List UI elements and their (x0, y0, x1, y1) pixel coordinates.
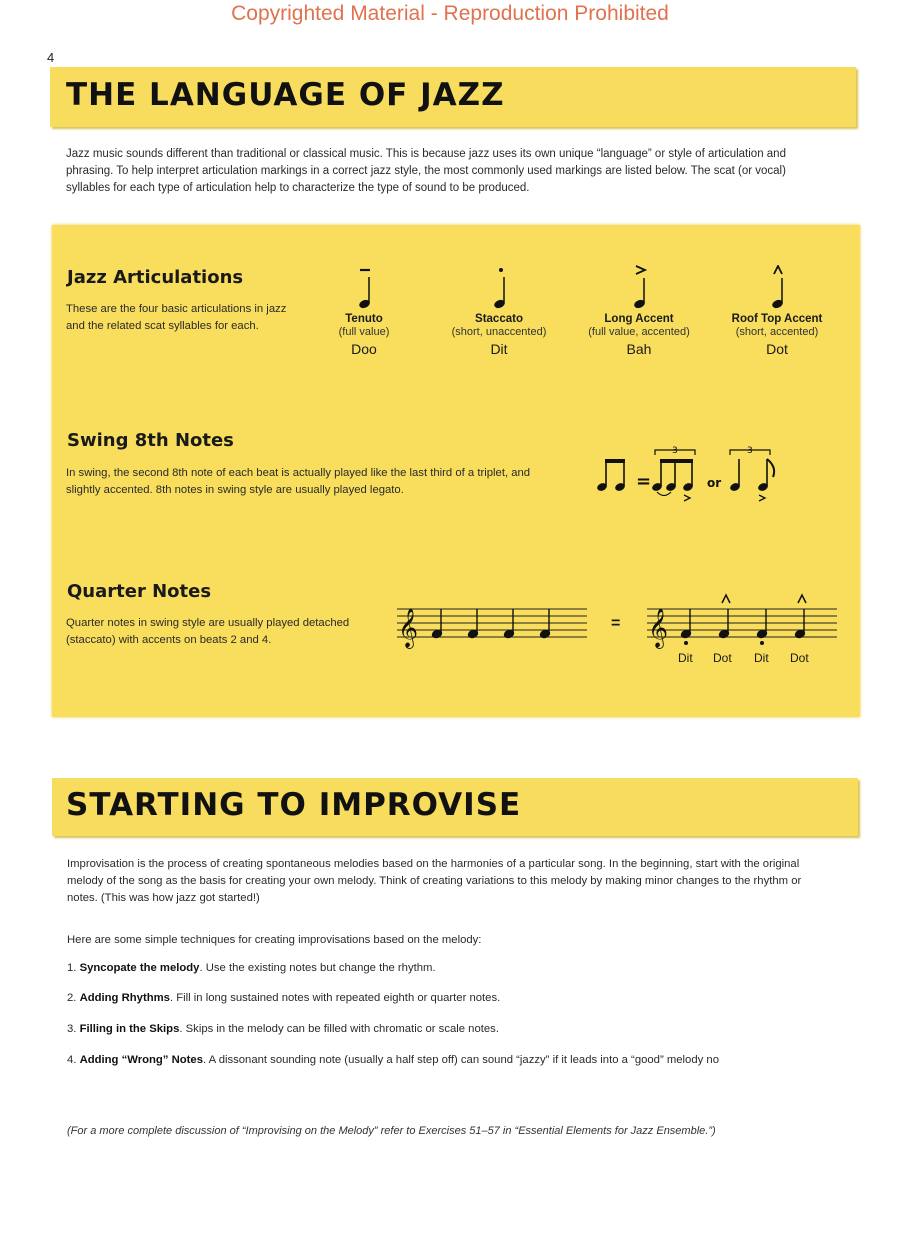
quarter-equals-sign: = (611, 615, 621, 632)
articulation-desc: (short, unaccented) (451, 326, 547, 338)
articulation-tenuto (299, 265, 429, 357)
technique-text: . Skips in the melody can be filled with chromatic or scale notes. (179, 1023, 499, 1035)
treble-clef-icon: 𝄞 (648, 608, 669, 648)
articulation-syllable: Dot (766, 341, 788, 357)
swing-text: In swing, the second 8th note of each beat is actually played like the last third of a triplet, and slightly accented. 8th notes in swing style are usually played legato. (66, 467, 531, 496)
technique-text: . Fill in long sustained notes with repeated eighth or quarter notes. (169, 992, 501, 1004)
triplet-number: 3 (747, 446, 753, 456)
triplet-quarter-eighth-icon (729, 446, 774, 501)
reference-footnote: (For a more complete discussion of “Improvising on the Melody” refer to Exercises 51–57 in “Essential Elements for Jazz Ensemble.”) (67, 1125, 716, 1137)
articulation-name: Long Accent (604, 313, 674, 325)
technique-text: . Use the existing notes but change the rhythm. (199, 962, 436, 974)
articulation-desc: (full value, accented) (588, 326, 690, 338)
quarter-notes-staff-swing (642, 587, 842, 657)
articulation-panel (52, 225, 860, 717)
articulation-syllable: Dit (490, 341, 508, 357)
articulation-syllable: Doo (351, 341, 377, 357)
articulation-desc: (full value) (338, 326, 390, 338)
technique-title: Adding Rhythms (79, 992, 170, 1004)
rooftop-accent-note-icon (762, 265, 792, 311)
technique-item (67, 1052, 827, 1069)
quarter-notes-staff-original (392, 597, 592, 657)
section-title: STARTING TO IMPROVISE (66, 787, 522, 823)
technique-number: 3. (67, 1023, 77, 1035)
swing-or-label: or (707, 476, 722, 490)
articulation-syllable: Bah (626, 341, 652, 357)
page-number: 4 (47, 50, 55, 65)
triplet-number: 3 (672, 446, 678, 456)
improvise-intro: Improvisation is the process of creating spontaneous melodies based on the harmonies of a particular song. In the beginning, start with the original melody of the song as the basis for creating your own melody. Think of creating variations to this melody by making minor changes to the rhythm or notes. (This was how jazz got started!) (67, 858, 802, 904)
technique-number: 2. (67, 992, 77, 1004)
section-title-bar (52, 778, 858, 836)
articulations-heading: Jazz Articulations (67, 267, 244, 288)
swing-eighths-notation (595, 443, 810, 505)
triplet-notes-icon (651, 459, 694, 501)
scat-syllable: Dot (713, 651, 732, 665)
technique-number: 4. (67, 1054, 77, 1066)
improvise-lead: Here are some simple techniques for creating improvisations based on the melody: (67, 934, 482, 946)
articulation-rooftop-accent (712, 265, 842, 357)
articulations-text: These are the four basic articulations in jazz and the related scat syllables for each. (66, 303, 287, 332)
technique-number: 1. (67, 962, 77, 974)
copyright-watermark: Copyrighted Material - Reproduction Prohibited (231, 2, 669, 25)
beamed-eighths-icon (596, 459, 626, 492)
articulation-name: Roof Top Accent (731, 313, 823, 325)
treble-clef-icon: 𝄞 (398, 608, 419, 648)
scat-syllable: Dit (754, 651, 769, 665)
section-title: THE LANGUAGE OF JAZZ (66, 77, 505, 113)
section-intro: Jazz music sounds different than traditional or classical music. This is because jazz uses its own unique “language” or style of articulation and phrasing. To help interpret articulation markings in a correct jazz style, the most commonly used markings are listed below. The scat (or vocal) syllables for each type of articulation help to characterize the type of sound to be produced. (66, 148, 786, 194)
scat-syllable: Dot (790, 651, 809, 665)
technique-item (67, 990, 827, 1007)
articulation-long-accent (574, 265, 704, 357)
technique-title: Filling in the Skips (79, 1023, 180, 1035)
scat-syllable: Dit (678, 651, 693, 665)
quarter-notes-text: Quarter notes in swing style are usually played detached (staccato) with accents on beats 2 and 4. (66, 617, 350, 646)
technique-item (67, 960, 827, 977)
technique-text: . A dissonant sounding note (usually a half step off) can sound “jazzy” if it leads into a “good” melody no (202, 1054, 719, 1066)
technique-title: Syncopate the melody (79, 962, 200, 974)
swing-heading: Swing 8th Notes (67, 430, 234, 451)
accent-note-icon (624, 265, 654, 311)
articulation-name: Staccato (475, 313, 523, 325)
articulation-staccato (434, 265, 564, 357)
technique-item (67, 1021, 827, 1038)
tenuto-note-icon (349, 265, 379, 311)
quarter-notes-heading: Quarter Notes (67, 581, 212, 602)
section-title-bar (50, 67, 856, 127)
articulation-desc: (short, accented) (735, 326, 819, 338)
technique-title: Adding “Wrong” Notes (79, 1054, 203, 1066)
triplet-bracket-icon (655, 446, 695, 456)
swing-equals-sign: = (636, 471, 652, 492)
staccato-note-icon (484, 265, 514, 311)
articulation-name: Tenuto (345, 313, 383, 325)
